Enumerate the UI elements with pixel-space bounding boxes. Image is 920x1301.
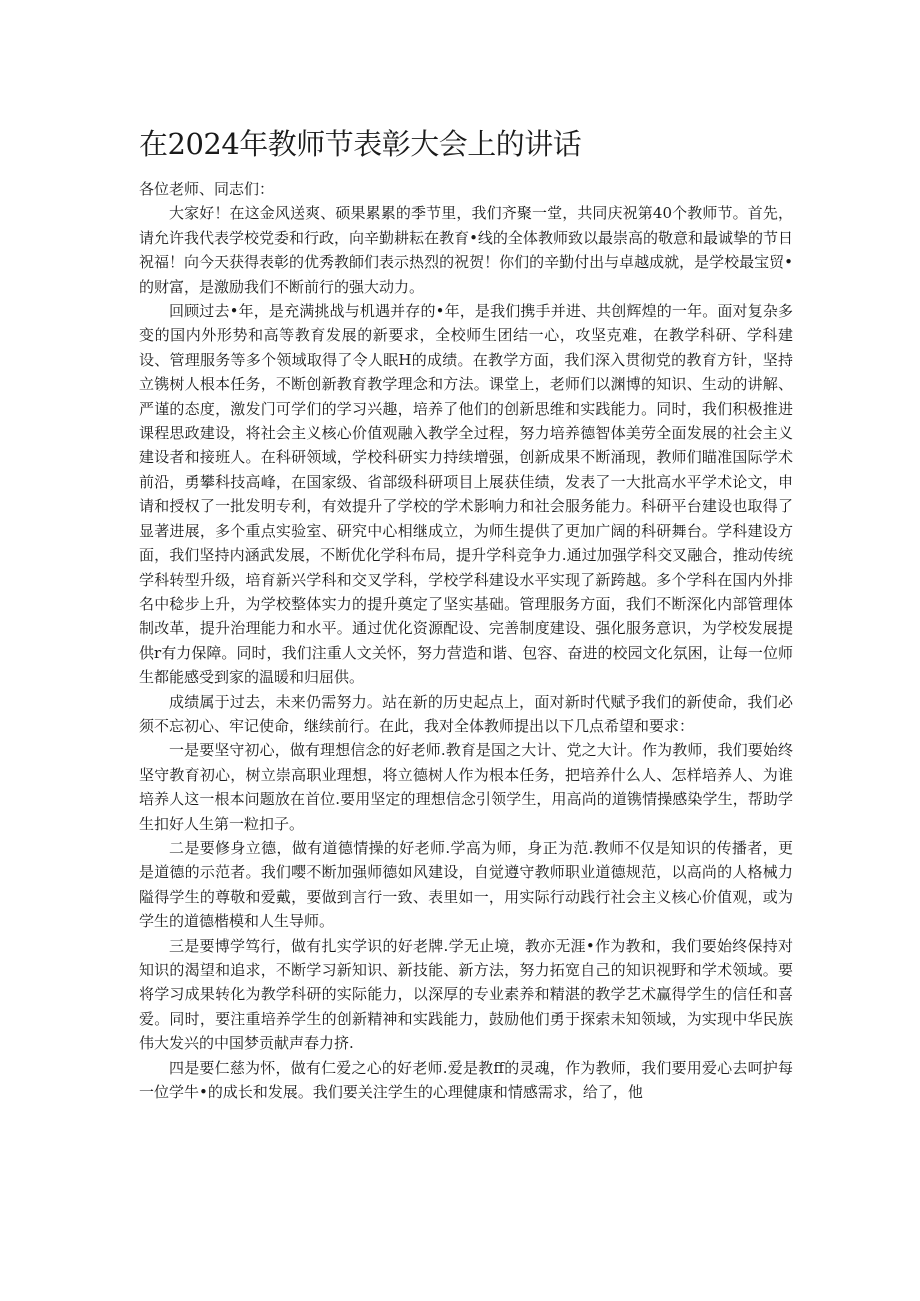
paragraph-hope-2: 二是要修身立德，做有道德情操的好老师.学高为师，身正为范.教师不仅是知识的传播者，更是道德的示范者。我们嘤不断加强师德如风建设，自觉遵守教师职业道德规范，以高尚的人格械力隘得学生的尊敬和爱戴，要做到言行一致、表里如一，用实际行动践行社会主义核心价值观，或为学生的道德楷模和人生导师。 [139, 838, 793, 931]
document-body [139, 177, 793, 1104]
paragraph-greeting: 大家好！在这金风送爽、硕果累累的季节里，我们齐聚一堂，共同庆祝第40个教师节。首先，请允许我代表学校党委和行政，向辛勤耕耘在教育•线的全体教师致以最崇高的敬意和最诚挚的节日祝福！向今天获得表彰的优秀教師们表示热烈的祝贺！你们的辛勤付出与卓越成就，是学校最宝贸•的财富，是激励我们不断前行的强大动力。 [139, 204, 793, 296]
paragraph-hope-4: 四是要仁慈为怀，做有仁爱之心的好老师.爱是教ff的灵魂，作为教师，我们要用爱心去呵护每一位学牛•的成长和发展。我们要关注学生的心理健康和情感需求，给了，他 [139, 1058, 793, 1102]
document-title: 在2024年教师节表彰大会上的讲话 [139, 127, 582, 161]
salutation: 各位老师、同志们： [139, 180, 275, 198]
paragraph-hope-1: 一是要坚守初心，做有理想信念的好老师.教育是国之大计、党之大计。作为教师，我们要始终坚守教育初心，树立崇高职业理想，将立德树人作为根本任务，把培养什么人、怎样培养人、为谁培养人这一根本问题放在首位.要用坚定的理想信念引领学生，用高尚的道镌情操感染学生，帮助学生扣好人生第一粒扣子。 [139, 741, 793, 833]
paragraph-hope-3: 三是要博学笃行，做有扎实学识的好老牌.学无止境，教亦无涯•作为教和，我们要始终保持对知识的渴望和追求，不断学习新知识、新技能、新方法，努力拓宽自己的知识视野和学术领域。要将学习成果转化为教学科研的实际能力，以深厚的专业素养和精湛的教学艺术赢得学生的信任和喜爱。同时，要注重培养学生的创新精神和实践能力，鼓励他们勇于探索未知领域，为实现中华民族伟大发兴的中国梦贡献声春力挤. [139, 936, 793, 1053]
paragraph-review: 回顾过去•年，是充满挑战与机遇并存的•年，是我们携手并进、共创辉煌的一年。面对复杂多变的国内外形势和高等教育发展的新要求，全校师生团结一心，攻坚克难，在教学科研、学科建设、管理服务等多个领域取得了令人眠H的成绩。在教学方面，我们深入贯彻党的教育方针，坚持立镌树人根本任务，不断创新教育教学理念和方法。课堂上，老师们以渊博的知识、生动的讲解、严谨的态度，激发门可学们的学习兴趣，培养了他们的创新思维和实践能力。同时，我们积极推进课程思政建设，将社会主义核心价值观融入教学全过程，努力培养德智体美劳全面发展的社会主义建设者和接班人。在科研领域，学校科研实力持续增强，创新成果不断涌现，教师们瞄准国际学术前沿，勇攀科技高峰，在国家级、省部级科研项目上展获佳绩，发表了一大批高水平学术论文，申请和授权了一批发明专利，有效提升了学校的学术影响力和社会服务能力。科研平台建设也取得了显著进展，多个重点实验室、研究中心相继成立，为师生提供了更加广阔的科研舞台。学科建设方面，我们坚持内涵武发展，不断优化学科布局，提升学科竞争力.通过加强学科交叉融合，推动传统学科转型升级，培育新兴学科和交叉学科，学校学科建设水平实现了新跨越。多个学科在国内外排名中稔步上升，为学校整体实力的提升奠定了坚实基础。管理服务方面，我们不断深化内部管理体制改革，提升治理能力和水平。通过优化资源配设、完善制度建设、强化服务意识，为学校发展提供r有力保障。同时，我们注重人文关怀，努力营造和谐、包容、奋进的校园文化氛困，让每一位师生都能感受到家的温暖和归屈供。 [139, 302, 793, 687]
paragraph-future: 成绩属于过去，未来仍需努力。站在新的历史起点上，面对新时代赋予我们的新使命，我们必须不忘初心、牢记使命，继续前行。在此，我对全体教师提出以下几点希望和要求： [139, 692, 793, 735]
